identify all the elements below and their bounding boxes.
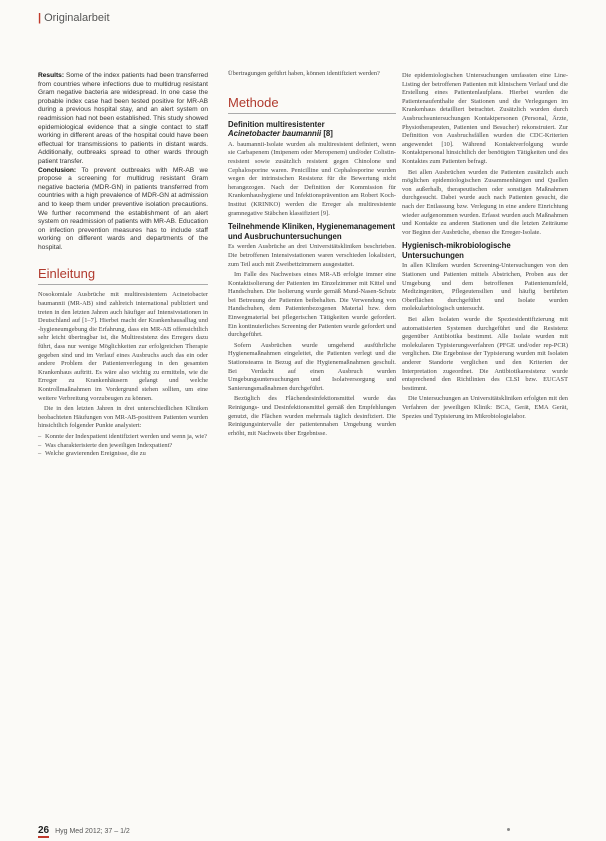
kliniken-paragraph-4: Bezüglich des Flächendesinfektionsmittel wurde das Reinigungs- und Desinfektionsmittel gemäß den Empfehlungen genutzt, die Flächen wurden mehrmals täglich desinfiziert. Die Reinigungsintervalle der patientennahen Umgebung wurden erhöht, mit Nachweis über Ergebnisse.	[228, 395, 396, 437]
definition-paragraph: A. baumannii-Isolate wurden als multiresistent definiert, wenn sie Carbapenem (Imipenem oder Meropenem) und/oder Colistin-resistent sowie zusätzlich resistent gegen Chinolone und Cephalosporine waren. Penicilline und Cephalosporine wurden wegen der intrinsischen Resistenz für die Bewertung nicht herangezogen. Nach der Definition der Kommission für Krankenhaushygiene und Infektionsprävention am Robert Koch-Institut (KRINKO) werden die Erreger als multiresistente gramnegative Stäbchen klassifiziert [9].	[228, 140, 396, 217]
journal-citation: Hyg Med 2012; 37 – 1/2	[55, 828, 130, 835]
einleitung-paragraph-1: Nosokomiale Ausbrüche mit multiresistentem Acinetobacter baumannii (MR-AB) sind zahlreich international publiziert und treten in den letzten Jahren auch häufiger auf Intensivstationen in Deutschland auf [1–7]. Hierbei macht der Krankenhausalltag und -hygieneumgebung die Erfahrung, dass ein MR-AB offensichtlich sehr leicht übertragbar ist, die Multiresistenz des Erregers dazu führt, dass nur wenige Möglichkeiten zur erfolgreichen Therapie gegeben sind und im Verlauf eines Ausbruchs auch das ein oder andere Problem der Patientenverlegung in den gesamten Krankenhaus auftritt. Es wäre also wichtig zu ermitteln, wie die Erreger zu Krankenhäusern gelangt und welche Kontrollmaßnahmen im Vordergrund stehen sollten, um eine weitere Verbreitung vorzubeugen zu können.	[38, 291, 208, 402]
conclusion-label: Conclusion:	[38, 166, 77, 174]
results-label: Results:	[38, 72, 65, 79]
micro-paragraph-2: Bei allen Isolaten wurde die Speziesidentifizierung mit automatisierten Systemen durchgeführt und die Resistenz gegenüber Antibiotika bestimmt. Alle Isolate wurden mit molekularen Typisierungsverfahren (PFGE und/oder rep-PCR) verglichen. Die Ergebnisse der Typisierung wurden mit Isolaten anderer Standorte verglichen und den Kriterien der Interpretation zugeordnet. Die Antibiotikaresistenz wurde entsprechend den Richtlinien des CLSI bzw. EUCAST bestimmt.	[402, 316, 568, 392]
conclusion-text: To prevent outbreaks with MR-AB we propose a screening for multidrug resistant Gram negative bacteria (MDR-GN) in patients transferred from countries with a high prevalence of MDR-GN at admission and to keep them under preventive isolation precautions. We further recommend the establishment of an alert system on readmission of patients with MR-AB. Education on infection prevention measures has to include staff working on different wards and departments of the hospital.	[38, 166, 208, 251]
page-footer	[38, 825, 130, 836]
abstract-results	[38, 72, 208, 167]
abstract-conclusion	[38, 167, 208, 253]
kliniken-paragraph-1: Es werden Ausbrüche an drei Universitätskliniken beschrieben. Die betroffenen Intensivstationen waren verschieden lokalisiert, zum Teil auch mit Zweibettzimmern ausgestattet.	[228, 243, 396, 268]
einleitung-paragraph-2: Die in den letzten Jahren in drei unterschiedlichen Kliniken beobachteten Häufungen von MR-AB-positiven Patienten wurden hinsichtlich folgender Punkte analysiert:	[38, 405, 208, 430]
definition-heading	[228, 120, 396, 139]
col3-paragraph-2: Bei allen Ausbrüchen wurden die Patienten zusätzlich auch möglichen epidemiologischen Zusammenhängen und Quellen von außerhalb, therapeutischen oder sonstigen Maßnahmen durchgesucht. Dabei wurde auch nach Patienten gesucht, die nach der Entlassung bzw. Verlegung in eine andere Einrichtung wieder aufgenommen wurden. Erfasst wurden auch Maßnahmen und Kontakte zu anderen Stationen und die letzten Zeiträume vor Beginn der Ausbrüche, ebenso die Erreger-Isolate.	[402, 168, 568, 236]
column-1	[38, 72, 208, 459]
question-list	[38, 433, 208, 459]
definition-species: Acinetobacter baumannii	[228, 129, 322, 139]
question-item: – Was charakterisierte den jeweiligen Indexpatient?	[38, 442, 208, 451]
micro-paragraph-3: Die Untersuchungen an Universitätskliniken erfolgten mit den Verfahren der jeweiligen Klinik: BCA, Gerät, EMA Gerät, Spezies und Typisierung im Mikrobiologielabor.	[402, 395, 568, 420]
results-text: Some of the index patients had been transferred from countries where infections due to multidrug resistant Gram negative bacteria are widespread. In one case the probable index case had been tested positive for MR-AB during a previous hospital stay, and an alert system on readmission had not been established. This study showed epidemiological evidence that a single contact to staff working in different areas of the hospital could have been effectual for transmissions to patients in distant wards. Additionally, outbreaks spread to other wards through patient transfer.	[38, 72, 208, 165]
definition-ref: [8]	[323, 129, 333, 139]
kliniken-heading: Teilnehmende Kliniken, Hygienemanagement und Ausbruchuntersuchungen	[228, 222, 396, 241]
header-title: Originalarbeit	[44, 12, 110, 24]
page-number: 26	[38, 825, 50, 836]
column-2	[228, 70, 396, 440]
scan-speck	[507, 828, 510, 831]
micro-paragraph-1: In allen Kliniken wurden Screening-Untersuchungen von den Stationen und Patienten mittels Abstrichen, Proben aus der Umgebung und dem betroffenen Patientenumfeld, Medizingeräten, Pflegeutensilien und häufig berührten Oberflächen durchgeführt und Isolate wurden molekularbiologisch untersucht.	[402, 262, 568, 313]
methods-heading: Methode	[228, 95, 396, 114]
header-bar: |	[38, 12, 42, 24]
question-continuation: Übertragungen geführt haben, können identifiziert werden?	[228, 70, 380, 77]
kliniken-paragraph-2: Im Falle des Nachweises eines MR-AB erfolgte immer eine Kontaktisolierung der Patienten im Einzelzimmer mit Kittel und Handschuhen. Die Isolierung wurde gemäß Mund-Nasen-Schutz bei Betreuung der Patienten beibehalten. Die Verwendung von Handschuhen, dem Patientenbezogenen Material bzw. dem Einwegmaterial bei pflegerischen Tätigkeiten wurde gefordert. Ein kontinuierliches Screening der Patienten wurde gefordert und durchgeführt.	[228, 271, 396, 339]
running-header	[38, 12, 110, 24]
einleitung-heading: Einleitung	[38, 266, 208, 285]
question-item: – Welche gravierenden Ereignisse, die zu	[38, 450, 208, 459]
definition-title: Definition multiresistenter	[228, 119, 325, 129]
micro-heading: Hygienisch-mikrobiologische Untersuchungen	[402, 241, 511, 260]
col3-paragraph-1: Die epidemiologischen Untersuchungen umfassten eine Line-Listing der betroffenen Patienten mit klinischem Verlauf und die Erstellung eines Patientenlaufplans. Hierbei wurden die Patientenaufenthalte der Stationen und die Verlegungen im Krankenhaus detailliert betrachtet. Zusätzlich wurden durch Ausbruchsuntersuchungen Kontaktpersonen (Personal, Ärzte, Physiotherapeuten, Patienten und Besucher) rekonstruiert. Zur Definition von Ausbruchsfällen wurden die CDC-Kriterien angewendet [10]. Während Kontaktverfolgung wurde Kontaktpersonal hinsichtlich der benötigten Tätigkeiten und des Kontaktes zum Patienten befragt.	[402, 72, 568, 165]
column-3	[402, 72, 568, 423]
question-item: – Konnte der Indexpatient identifiziert werden und wenn ja, wie?	[38, 433, 208, 442]
kliniken-paragraph-3: Sofern Ausbrüchen wurde umgehend ausführliche Hygienemaßnahmen eingeleitet, die Patienten verlegt und die Stationsteams in Bezug auf die Hygienemaßnahmen geschult. Bei Verdacht auf einen Ausbruch wurden Umgebungsuntersuchungen und Isolatversorgung und Sanierungsmaßnahmen durchgeführt.	[228, 341, 396, 392]
